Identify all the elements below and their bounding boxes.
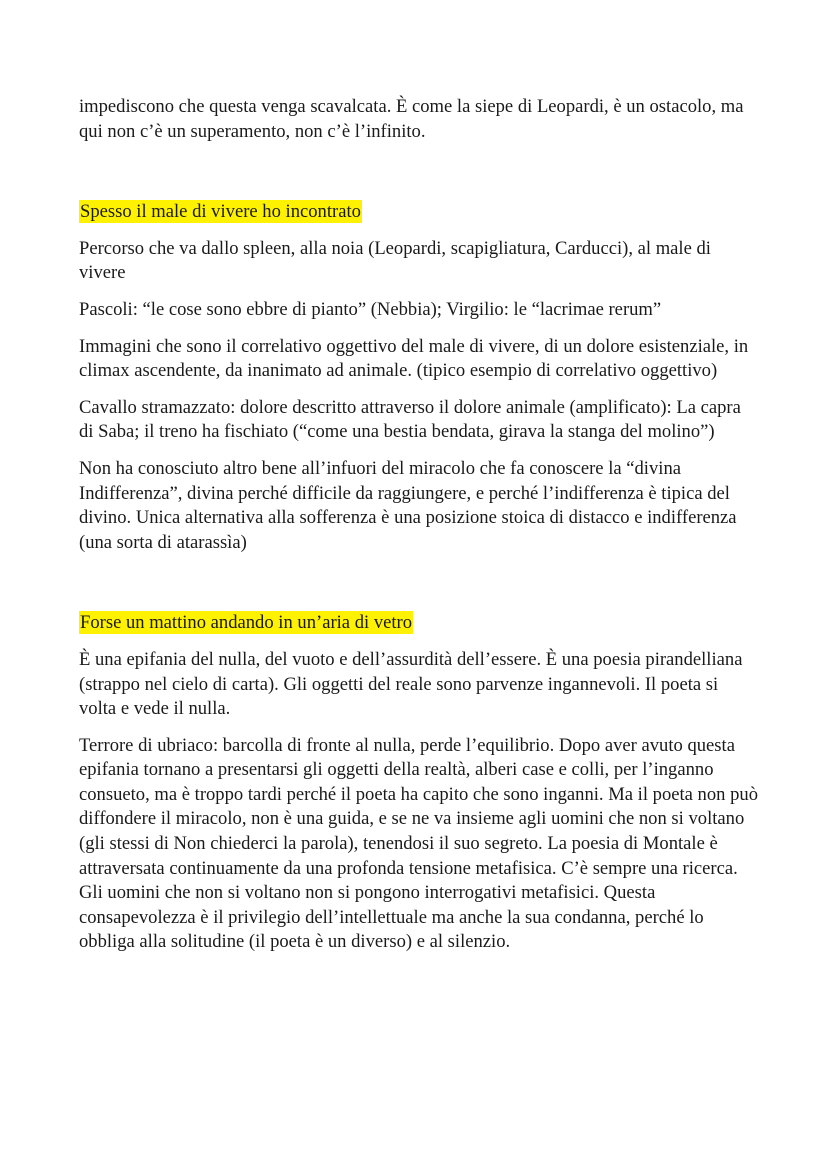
paragraph: Cavallo stramazzato: dolore descritto attraverso il dolore animale (amplificato): La capra di Saba; il treno ha fischiato (“come una bestia bendata, girava la stanga del molino”) (79, 396, 741, 443)
paragraph: Pascoli: “le cose sono ebbre di pianto” (Nebbia); Virgilio: le “lacrimae rerum” (79, 298, 662, 320)
paragraph: Terrore di ubriaco: barcolla di fronte al nulla, perde l’equilibrio. Dopo aver avuto questa epifania tornano a presentarsi gli oggetti della realtà, alberi case e colli, per l’inganno consueto, ma è troppo tardi perché il poeta ha capito che sono inganni. Ma il poeta non può diffondere il miracolo, non è una guida, e se ne va insieme agli uomini che non si voltano (gli stessi di Non chiederci la parola), tenendosi il suo segreto. La poesia di Montale è attraversata continuamente da una profonda tensione metafisica. C’è sempre una ricerca. Gli uomini che non si voltano non si pongono interrogativi metafisici. Questa consapevolezza è il privilegio dell’intellettuale ma anche la sua condanna, perché lo obbliga alla solitudine (il poeta è un diverso) e al silenzio. (79, 734, 758, 953)
section-heading-forse-un-mattino (79, 611, 759, 636)
document-page (79, 95, 759, 955)
paragraph: È una epifania del nulla, del vuoto e dell’assurdità dell’essere. È una poesia pirandelliana (strappo nel cielo di carta). Gli oggetti del reale sono parvenze ingannevoli. Il poeta si volta e vede il nulla. (79, 648, 743, 720)
section-heading-male-di-vivere (79, 200, 759, 225)
intro-paragraph: impediscono che questa venga scavalcata. È come la siepe di Leopardi, è un ostacolo, ma qui non c’è un superamento, non c’è l’infinito. (79, 96, 744, 142)
paragraph: Percorso che va dallo spleen, alla noia (Leopardi, scapigliatura, Carducci), al male di vivere (79, 237, 711, 284)
highlighted-heading-text: Forse un mattino andando in un’aria di vetro (80, 612, 413, 634)
paragraph: Immagini che sono il correlativo oggettivo del male di vivere, di un dolore esistenziale, in climax ascendente, da inanimato ad animale. (tipico esempio di correlativo oggettivo) (79, 335, 749, 382)
highlighted-heading-text: Spesso il male di vivere ho incontrato (80, 201, 361, 223)
paragraph: Non ha conosciuto altro bene all’infuori del miracolo che fa conoscere la “divina Indifferenza”, divina perché difficile da raggiungere, e perché l’indifferenza è tipica del divino. Unica alternativa alla sofferenza è una posizione stoica di distacco e indifferenza (una sorta di atarassìa) (79, 457, 737, 553)
